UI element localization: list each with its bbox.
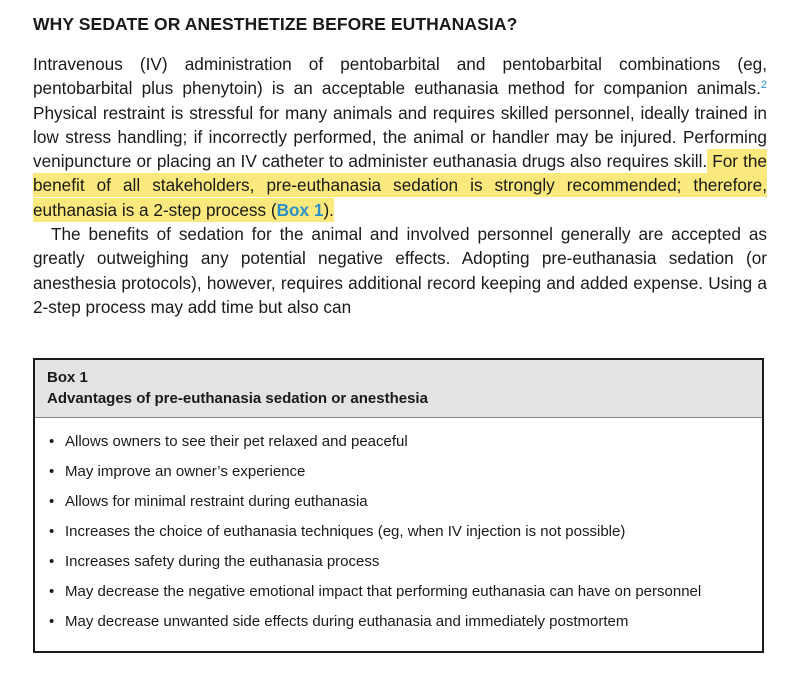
highlight-ref-close: ). [323, 199, 334, 220]
list-item [49, 432, 750, 451]
paragraph-1-text: Intravenous (IV) administration of pentobarbital and pentobarbital combinations (eg, pentobarbital plus phenytoin) is an acceptable euthanasia method for companion animals. [33, 54, 767, 99]
bullet-icon: • [49, 463, 55, 480]
list-item-text: Allows for minimal restraint during euthanasia [65, 493, 368, 510]
box-1 [33, 358, 764, 653]
bullet-icon: • [49, 433, 55, 450]
advantages-list [35, 418, 762, 631]
bullet-icon: • [49, 583, 55, 600]
list-item-text: May decrease the negative emotional impact that performing euthanasia can have on personnel [65, 583, 702, 600]
box-label: Box 1 [47, 369, 88, 386]
box-1-link[interactable]: Box 1 [276, 199, 324, 220]
paragraph-1-text-cont: Physical restraint is stressful for many animals and requires skilled personnel, ideally trained in low stress handling; if incorrectly performed, the animal or handler may be injured. Performing venipuncture or placing an IV catheter to administer euthanasia drugs also requires skill. [33, 102, 767, 172]
list-item-text: Allows owners to see their pet relaxed and peaceful [65, 433, 408, 450]
list-item [49, 522, 750, 541]
highlight-ref-open: ( [266, 199, 277, 220]
paragraph-2: The benefits of sedation for the animal and involved personnel generally are accepted as greatly outweighing any potential negative effects. Adopting pre-euthanasia sedation (or anesthesia protocols), however, requires additional record keeping and added expense. Using a 2-step process may add time but also can [33, 224, 767, 317]
bullet-icon: • [49, 523, 55, 540]
list-item-text: May improve an owner’s experience [65, 463, 306, 480]
list-item-text: Increases the choice of euthanasia techniques (eg, when IV injection is not possible) [65, 523, 626, 540]
highlighted-text: For the benefit of all stakeholders, pre-euthanasia sedation is strongly recommended; therefore, euthanasia is a 2-step process [33, 151, 767, 220]
list-item [49, 582, 750, 601]
reference-superscript[interactable]: 2 [760, 79, 767, 92]
list-item-text: Increases safety during the euthanasia process [65, 553, 380, 570]
bullet-icon: • [49, 613, 55, 630]
list-item [49, 552, 750, 571]
list-item [49, 612, 750, 631]
bullet-icon: • [49, 493, 55, 510]
bullet-icon: • [49, 553, 55, 570]
list-item [49, 492, 750, 511]
box-header [35, 360, 762, 418]
box-title: Advantages of pre-euthanasia sedation or anesthesia [47, 390, 428, 407]
paragraph-1 [33, 52, 767, 222]
list-item-text: May decrease unwanted side effects during euthanasia and immediately postmortem [65, 613, 629, 630]
list-item [49, 462, 750, 481]
section-heading: WHY SEDATE OR ANESTHETIZE BEFORE EUTHANASIA? [33, 14, 518, 34]
